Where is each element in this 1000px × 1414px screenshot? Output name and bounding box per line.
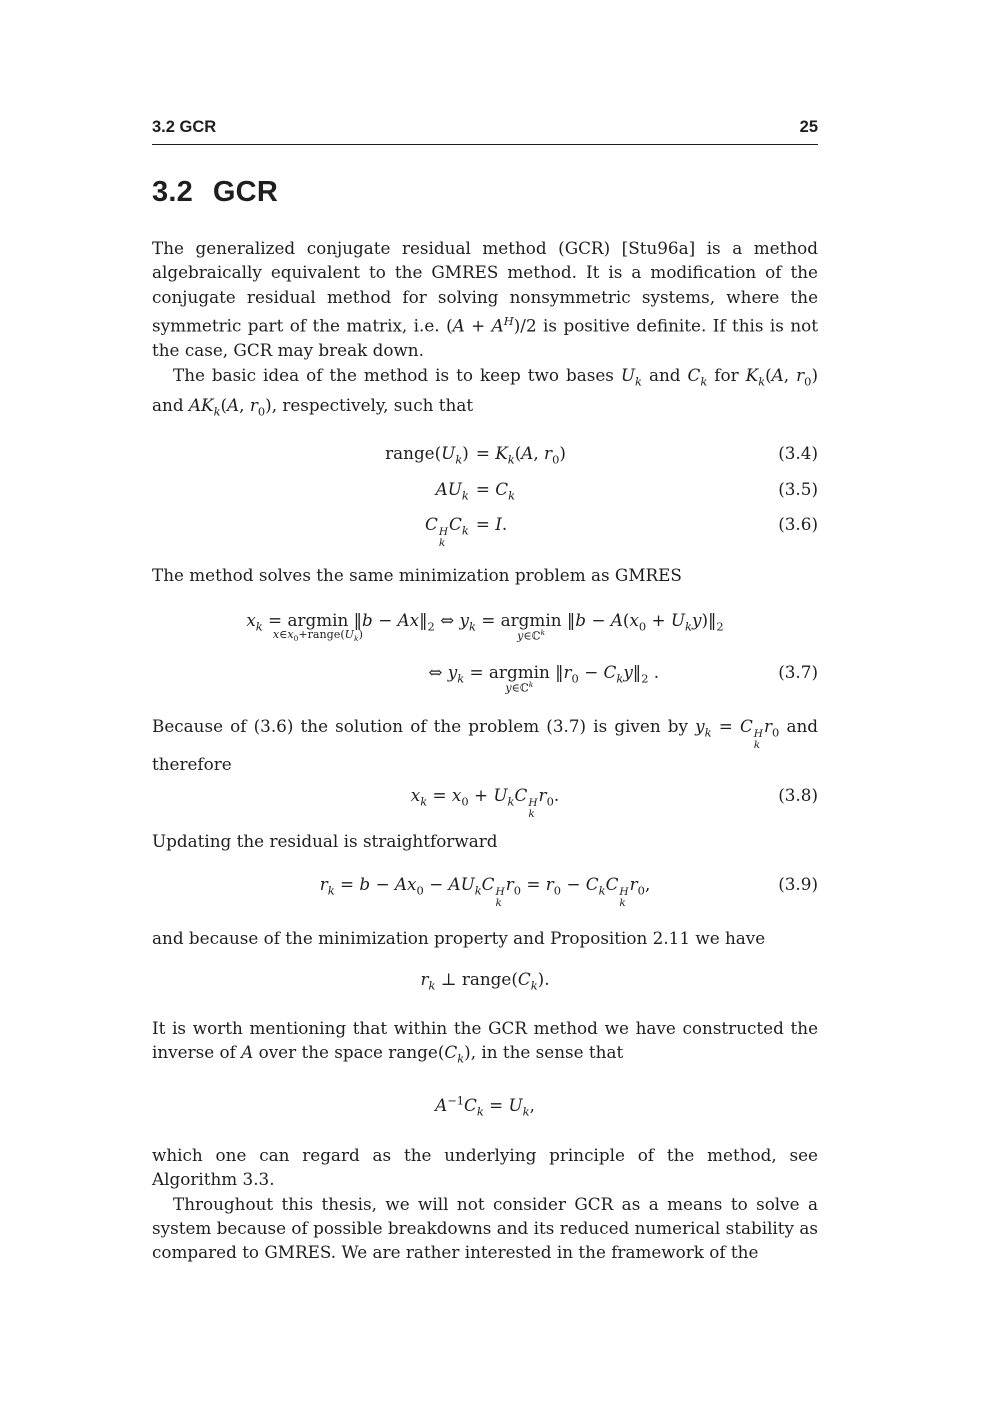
equation-3-7-line2 xyxy=(152,660,818,708)
para-basic-idea: The basic idea of the method is to keep two bases $U_k$ and $C_k$ for $K_k(A$, $r_0$) and $AK_k(A$, $r_0$), respectively, such that xyxy=(152,364,818,419)
equation-3-5-rhs: = $C_k$ xyxy=(475,478,515,502)
para-outlook: Throughout this thesis, we will not consider GCR as a means to solve a system because of possible breakdowns and its reduced numerical stability as compared to GMRES. We are rather interested in the framework of the xyxy=(152,1193,818,1263)
header-page-number: 25 xyxy=(799,118,818,136)
equation-orthogonality xyxy=(152,966,818,999)
section-title xyxy=(152,176,818,209)
equation-3-9 xyxy=(152,871,818,909)
text-column xyxy=(152,118,818,1265)
equation-3-7-line1: $x_k = argmin$ $x\in x_0+range(U_k)$ ‖b − $Ax‖_2$ ⇔ $y_k = argmin$ y∈ℂ$^k$ ‖b − $A(x_0$ + $U_ky)‖_2$ xyxy=(246,609,724,643)
para-residual-update: Updating the residual is straightforward xyxy=(152,831,498,852)
equation-3-4 xyxy=(152,439,818,474)
equation-group-basis xyxy=(152,439,818,549)
para-underlying-principle: which one can regard as the underlying principle of the method, see Algorithm 3.3. xyxy=(152,1144,818,1190)
equation-3-5 xyxy=(152,475,818,510)
equation-3-6 xyxy=(152,510,818,549)
equation-3-8-number: (3.8) xyxy=(778,784,818,805)
equation-3-5-number: (3.5) xyxy=(778,478,818,499)
section-number: 3.2 xyxy=(152,176,193,208)
equation-3-4-rhs: = $K_k(A$, $r_0$) xyxy=(475,443,566,467)
equation-3-4-lhs: $range(U_k)$ xyxy=(385,443,469,467)
equation-3-6-lhs: C H k $C_k$ xyxy=(424,513,469,550)
header-section-label: 3.2 GCR xyxy=(152,118,217,136)
equation-3-8 xyxy=(152,782,818,820)
equation-3-9-number: (3.9) xyxy=(778,873,818,894)
equation-3-7-line2-body: ⇔ $y_k = argmin$ y∈ℂ$^k$ $‖r_0$ − $C_ky‖_2$ . xyxy=(428,661,660,695)
para-minimization: The method solves the same minimization problem as GMRES xyxy=(152,565,682,586)
equation-3-7 xyxy=(152,608,818,709)
equation-inverse-body: $A^{-1}C_k = U_k$, xyxy=(435,1093,535,1119)
equation-3-6-rhs: = I. xyxy=(475,513,508,534)
running-header xyxy=(152,118,818,145)
equation-inverse xyxy=(152,1088,818,1126)
equation-3-5-lhs: $AU_k$ xyxy=(435,478,469,502)
equation-3-9-body: $r_k = b - Ax_0 - AU_kC$ H k $r_0 = r_0 - C_kC$ H k $r_0$, xyxy=(319,873,651,909)
para-inverse-remark: It is worth mentioning that within the GCR method we have constructed the inverse of A over the space $range(C_k)$, in the sense that xyxy=(152,1017,818,1066)
equation-3-7-number: (3.7) xyxy=(778,661,818,682)
equation-orthogonality-body: $r_k$ ⊥ $range(C_k)$. xyxy=(420,969,550,993)
equation-3-8-body: $x_k = x_0 + U_kC$ H k $r_0$. xyxy=(410,784,560,821)
para-minimization-property: and because of the minimization property and Proposition 2.11 we have xyxy=(152,927,766,948)
equation-3-4-number: (3.4) xyxy=(778,443,818,464)
equation-3-6-number: (3.6) xyxy=(778,513,818,534)
section-name: GCR xyxy=(212,176,278,208)
para-solution: Because of (3.6) the solution of the problem (3.7) is given by $y_k = C$ H k $r_0$ and therefore xyxy=(152,716,819,774)
para-intro: The generalized conjugate residual method (GCR) [Stu96a] is a method algebraically equivalent to the GMRES method. It is a modification of the conjugate residual method for solving nonsymmetric systems, where the symmetric part of the matrix, i.e. $(A + A^H)/2$ is positive definite. If this is not the case, GCR may break down. xyxy=(152,238,818,361)
